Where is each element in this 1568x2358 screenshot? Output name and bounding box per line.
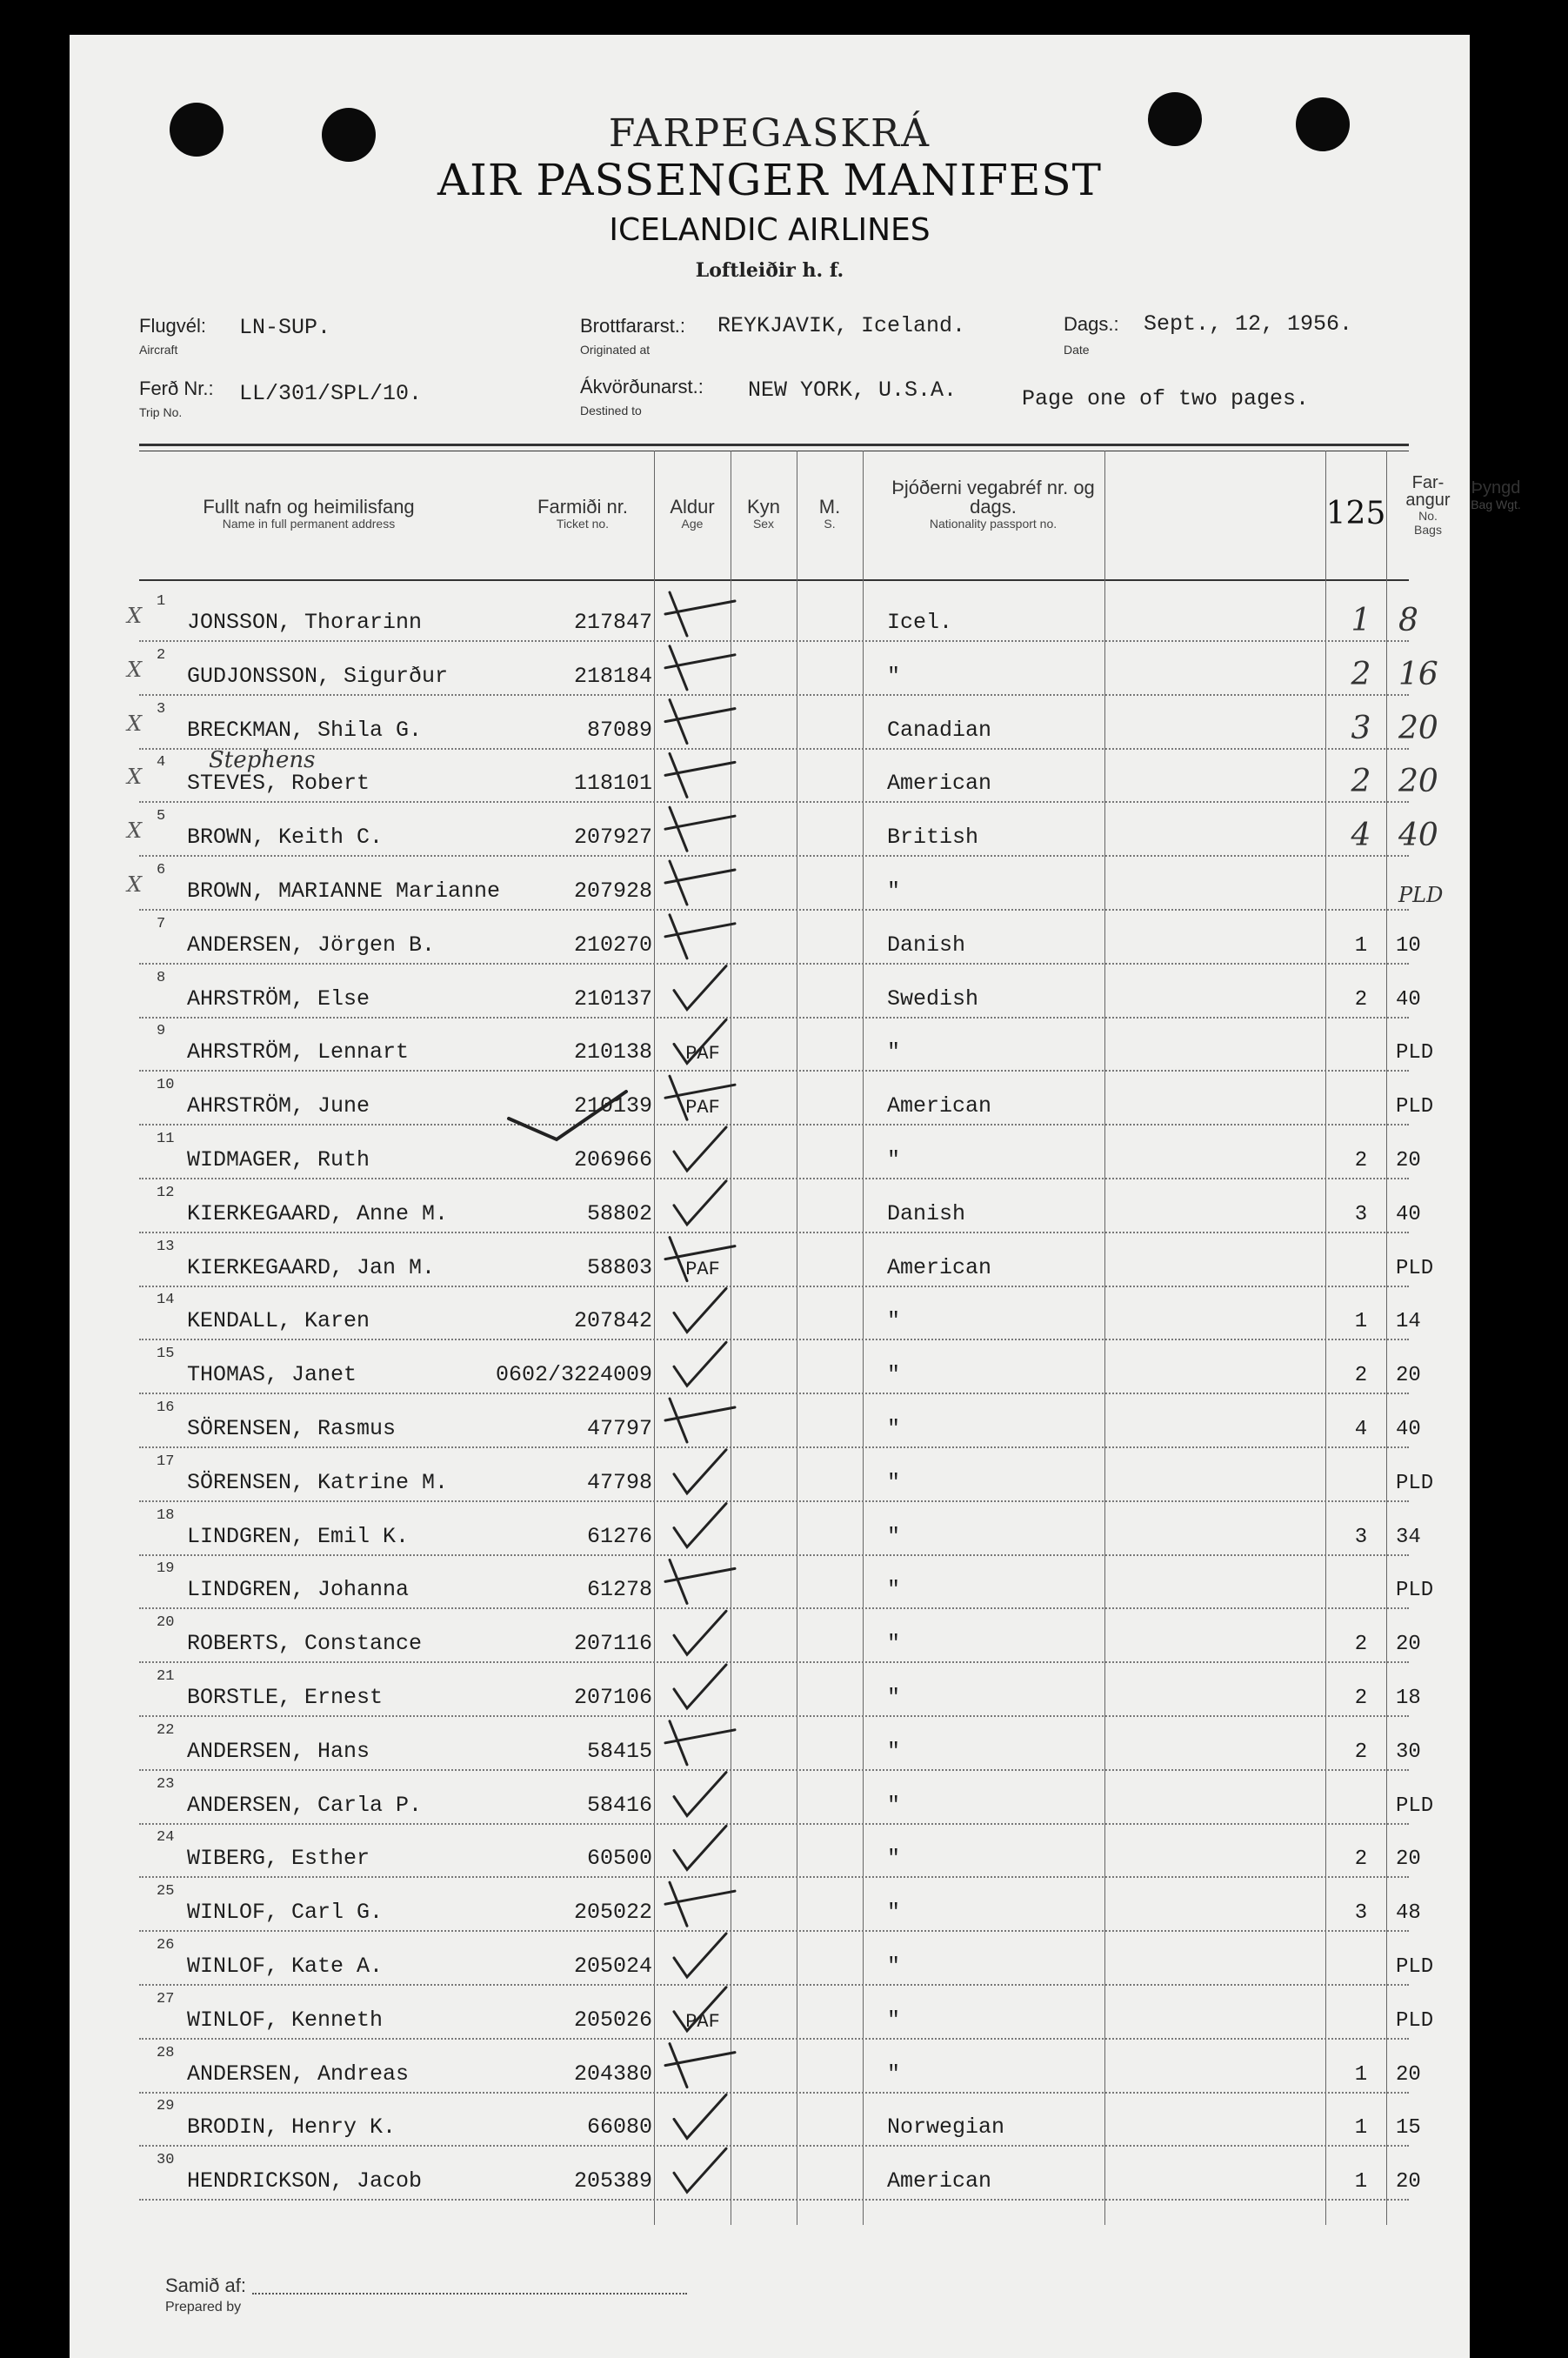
prepared-by-line xyxy=(252,2293,687,2295)
table-row xyxy=(127,803,1438,857)
aircraft-value: LN-SUP. xyxy=(239,315,331,340)
passenger-name: HENDRICKSON, Jacob xyxy=(187,2168,423,2194)
bag-weight: 18 xyxy=(1396,1687,1421,1710)
col-weight-sublabel: Bag Wgt. xyxy=(1471,498,1521,511)
passenger-name: BROWN, Keith C. xyxy=(187,825,384,851)
origin-value: REYKJAVIK, Iceland. xyxy=(717,313,966,338)
col-sex-label: Kyn xyxy=(747,496,780,518)
table-row xyxy=(127,747,1438,803)
row-number: 17 xyxy=(157,1453,175,1470)
ticket-number: 210270 xyxy=(573,932,652,958)
row-number: 18 xyxy=(157,1506,175,1524)
handwritten-correction: Stephens xyxy=(209,747,316,774)
date-sublabel: Date xyxy=(1064,343,1090,357)
title-icelandic: FARPEGASKRÁ xyxy=(608,111,931,156)
ticket-number: 205389 xyxy=(573,2168,652,2194)
age-value: PAF xyxy=(685,1258,720,1280)
row-number: 16 xyxy=(157,1399,175,1416)
table-row xyxy=(139,1824,1421,1878)
bags-count: 2 xyxy=(1354,1687,1368,1710)
bag-weight: PLD xyxy=(1396,1041,1434,1065)
bag-weight: PLD xyxy=(1396,1579,1434,1603)
col-sex-header xyxy=(731,498,797,531)
bags-count: 2 xyxy=(1351,764,1371,800)
col-ms-sublabel: S. xyxy=(824,517,836,531)
passenger-name: AHRSTRÖM, June xyxy=(187,1093,370,1119)
handwritten-count: 125 xyxy=(1325,496,1386,531)
col-ticket-sublabel: Ticket no. xyxy=(556,517,610,531)
col-ms-label: M. xyxy=(818,496,841,518)
ticket-number: 218184 xyxy=(573,663,652,689)
table-row xyxy=(139,1018,1434,1072)
passenger-name: WIDMAGER, Ruth xyxy=(187,1147,370,1172)
airline-name: ICELANDIC AIRLINES xyxy=(609,212,931,248)
age-value: PAF xyxy=(685,2010,720,2033)
table-row xyxy=(139,1986,1434,2040)
nationality-value: " xyxy=(887,1523,901,1549)
table-row xyxy=(139,2147,1421,2201)
passenger-name: SÖRENSEN, Katrine M. xyxy=(187,1469,449,1495)
ticket-number: 207928 xyxy=(573,878,652,904)
destination-label: Ákvörðunarst.: xyxy=(580,376,704,397)
nationality-value: Danish xyxy=(887,1200,966,1226)
ticket-number: 207927 xyxy=(573,825,652,851)
row-number: 30 xyxy=(157,2152,175,2169)
nationality-value: " xyxy=(887,663,901,689)
nationality-value: British xyxy=(887,825,979,851)
nationality-value: " xyxy=(887,1738,901,1764)
nationality-value: " xyxy=(887,1362,901,1388)
col-name-header xyxy=(148,498,470,531)
passenger-name: SÖRENSEN, Rasmus xyxy=(187,1416,397,1441)
aircraft-label: Flugvél: xyxy=(139,315,207,337)
passenger-name: WINLOF, Kenneth xyxy=(187,2007,384,2033)
passenger-name: BRECKMAN, Shila G. xyxy=(187,717,423,743)
passenger-name: WINLOF, Carl G. xyxy=(187,1900,384,1926)
bag-weight: 16 xyxy=(1398,656,1438,692)
ticket-number: 118101 xyxy=(573,771,652,797)
passenger-name: KENDALL, Karen xyxy=(187,1308,370,1334)
passenger-name: AHRSTRÖM, Else xyxy=(187,985,370,1012)
table-row xyxy=(139,1233,1434,1287)
nationality-value: " xyxy=(887,1416,901,1441)
bags-count: 2 xyxy=(1354,1633,1368,1657)
nationality-value: Norwegian xyxy=(887,2114,1005,2141)
nationality-value: " xyxy=(887,1954,901,1979)
ticket-number: 58416 xyxy=(586,1792,652,1818)
row-number: 3 xyxy=(157,700,166,718)
row-number: 29 xyxy=(157,2098,175,2115)
bag-weight: PLD xyxy=(1396,1095,1434,1119)
row-x-mark: X xyxy=(127,872,143,897)
ticket-number: 217847 xyxy=(573,610,652,635)
bags-count: 2 xyxy=(1354,1847,1368,1872)
table-row xyxy=(127,588,1418,642)
title-english: AIR PASSENGER MANIFEST xyxy=(437,155,1103,205)
bag-weight: PLD xyxy=(1396,1794,1434,1818)
passenger-name: ANDERSEN, Hans xyxy=(187,1738,370,1764)
col-sex-sublabel: Sex xyxy=(752,517,775,531)
row-number: 5 xyxy=(157,808,166,825)
table-row xyxy=(139,1555,1434,1609)
passenger-name: BORSTLE, Ernest xyxy=(187,1685,384,1710)
passenger-name: BRODIN, Henry K. xyxy=(187,2114,397,2141)
bag-weight: PLD xyxy=(1396,2008,1434,2033)
passenger-name: ANDERSEN, Carla P. xyxy=(187,1792,423,1818)
bags-count: 3 xyxy=(1351,710,1371,746)
table-row xyxy=(139,1663,1421,1717)
passenger-name: LINDGREN, Emil K. xyxy=(187,1523,410,1549)
table-row xyxy=(139,1771,1434,1825)
row-number: 26 xyxy=(157,1937,175,1954)
row-number: 21 xyxy=(157,1668,175,1685)
row-number: 10 xyxy=(157,1077,175,1094)
passenger-name: ANDERSEN, Andreas xyxy=(187,2061,410,2087)
col-weight-header xyxy=(1461,478,1531,511)
trip-label: Ferð Nr.: xyxy=(139,377,214,399)
nationality-value: Canadian xyxy=(887,717,992,743)
bags-count: 3 xyxy=(1354,1525,1368,1549)
col-age-label: Aldur xyxy=(670,496,715,518)
row-number: 22 xyxy=(157,1721,175,1739)
table-row xyxy=(139,1717,1421,1771)
row-number: 1 xyxy=(157,593,166,610)
bag-weight: 14 xyxy=(1396,1310,1421,1334)
row-number: 4 xyxy=(157,754,166,772)
nationality-value: " xyxy=(887,1039,901,1065)
passenger-name: THOMAS, Janet xyxy=(187,1362,357,1388)
ticket-number: 205024 xyxy=(573,1954,652,1979)
col-name-label: Fullt nafn og heimilisfang xyxy=(203,496,415,518)
bags-count: 2 xyxy=(1354,1364,1368,1388)
row-number: 27 xyxy=(157,1990,175,2007)
ticket-number: 61278 xyxy=(586,1577,652,1603)
nationality-value: " xyxy=(887,1308,901,1334)
airline-subtitle: Loftleiðir h. f. xyxy=(695,259,844,282)
origin-sublabel: Originated at xyxy=(580,343,651,357)
date-value: Sept., 12, 1956. xyxy=(1144,311,1353,337)
ticket-number: 0602/3224009 xyxy=(496,1362,653,1388)
table-row xyxy=(139,1609,1421,1663)
col-bags-sublabel: Bags xyxy=(1414,523,1442,537)
ticket-number: 206966 xyxy=(573,1147,652,1172)
bags-count: 4 xyxy=(1351,818,1371,854)
bag-weight: 40 xyxy=(1398,818,1438,854)
col-bags-no: No. xyxy=(1418,509,1438,523)
age-value: PAF xyxy=(685,1043,720,1065)
table-row xyxy=(139,1286,1421,1340)
table-row xyxy=(139,911,1421,965)
row-number: 11 xyxy=(157,1131,175,1147)
passenger-name: STEVES, Robert xyxy=(187,771,370,797)
ticket-number: 207116 xyxy=(573,1631,652,1657)
row-number: 8 xyxy=(157,969,166,986)
ticket-number: 66080 xyxy=(586,2114,652,2141)
row-number: 13 xyxy=(157,1238,175,1255)
table-row xyxy=(139,1448,1434,1502)
nationality-value: American xyxy=(887,1093,992,1119)
nationality-value: " xyxy=(887,2007,901,2033)
passenger-name: KIERKEGAARD, Anne M. xyxy=(187,1200,449,1226)
ticket-number: 205022 xyxy=(573,1900,652,1926)
passenger-name: WINLOF, Kate A. xyxy=(187,1954,384,1979)
bags-count: 1 xyxy=(1351,603,1371,638)
row-number: 28 xyxy=(157,2044,175,2061)
ticket-number: 58803 xyxy=(586,1254,652,1280)
bag-weight: PLD xyxy=(1396,1955,1434,1979)
row-x-mark: X xyxy=(127,657,143,682)
age-value: PAF xyxy=(685,1097,720,1119)
bags-count: 3 xyxy=(1354,1202,1368,1226)
row-number: 23 xyxy=(157,1775,175,1793)
table-row xyxy=(139,1932,1434,1986)
nationality-value: " xyxy=(887,1792,901,1818)
col-age-header xyxy=(654,498,731,531)
passenger-name: ANDERSEN, Jörgen B. xyxy=(187,932,436,958)
table-row xyxy=(127,642,1438,696)
row-number: 25 xyxy=(157,1883,175,1900)
passenger-name: ROBERTS, Constance xyxy=(187,1631,423,1657)
passenger-name: LINDGREN, Johanna xyxy=(187,1577,410,1603)
col-bags-label: Far- angur xyxy=(1405,473,1451,510)
nationality-value: " xyxy=(887,1900,901,1926)
prepared-by-sublabel: Prepared by xyxy=(165,2300,242,2315)
bag-weight: 20 xyxy=(1396,1847,1421,1872)
col-weight-label: Þyngd xyxy=(1471,478,1521,498)
destination-sublabel: Destined to xyxy=(580,404,642,417)
origin-label: Brottfararst.: xyxy=(580,315,686,337)
ticket-number: 47798 xyxy=(586,1469,652,1495)
manifest-page xyxy=(70,35,1521,2358)
table-row xyxy=(139,1072,1434,1126)
col-ticket-label: Farmiði nr. xyxy=(537,496,628,518)
ticket-number: 207106 xyxy=(573,1685,652,1710)
bag-weight: PLD xyxy=(1398,883,1444,907)
table-row xyxy=(139,1126,1421,1179)
ticket-number: 210137 xyxy=(573,985,652,1012)
table-row xyxy=(139,1394,1421,1448)
nationality-value: " xyxy=(887,1631,901,1657)
nationality-value: " xyxy=(887,2061,901,2087)
bag-weight: PLD xyxy=(1396,1471,1434,1495)
ticket-number: 207842 xyxy=(573,1308,652,1334)
trip-value: LL/301/SPL/10. xyxy=(239,381,423,406)
nationality-value: American xyxy=(887,771,992,797)
bag-weight: 8 xyxy=(1398,603,1418,638)
col-nationality-sublabel: Nationality passport no. xyxy=(929,517,1058,531)
nationality-value: Danish xyxy=(887,932,966,958)
bag-weight: 20 xyxy=(1396,1364,1421,1388)
nationality-value: American xyxy=(887,2168,992,2194)
date-label: Dags.: xyxy=(1064,313,1119,335)
bag-weight: 15 xyxy=(1396,2116,1421,2141)
ticket-number: 58802 xyxy=(586,1200,652,1226)
bag-weight: 40 xyxy=(1396,987,1421,1012)
row-number: 24 xyxy=(157,1829,175,1847)
nationality-value: " xyxy=(887,1685,901,1710)
table-row xyxy=(139,2093,1421,2147)
bag-weight: 20 xyxy=(1396,2062,1421,2087)
row-number: 19 xyxy=(157,1560,175,1578)
bags-count: 1 xyxy=(1354,2116,1368,2141)
nationality-value: Icel. xyxy=(887,610,953,635)
destination-value: NEW YORK, U.S.A. xyxy=(748,377,957,403)
bags-count: 1 xyxy=(1354,1310,1368,1334)
nationality-value: " xyxy=(887,1846,901,1872)
prepared-by-label: Samið af: xyxy=(165,2275,246,2296)
table-row xyxy=(139,1878,1421,1932)
row-number: 7 xyxy=(157,915,166,932)
table-row xyxy=(139,1179,1421,1233)
ticket-number: 87089 xyxy=(586,717,652,743)
ticket-number: 58415 xyxy=(586,1738,652,1764)
passenger-name: WIBERG, Esther xyxy=(187,1846,370,1872)
bags-count: 2 xyxy=(1351,656,1371,692)
ticket-number: 60500 xyxy=(586,1846,652,1872)
bag-weight: 48 xyxy=(1396,1901,1421,1926)
row-number: 9 xyxy=(157,1023,166,1040)
table-row xyxy=(139,1340,1421,1394)
bags-count: 2 xyxy=(1354,1149,1368,1172)
row-x-mark: X xyxy=(127,711,143,736)
passenger-name: KIERKEGAARD, Jan M. xyxy=(187,1254,436,1280)
bag-weight: 34 xyxy=(1396,1525,1421,1549)
trip-sublabel: Trip No. xyxy=(139,405,183,419)
passenger-name: AHRSTRÖM, Lennart xyxy=(187,1039,410,1065)
table-row xyxy=(127,857,1444,911)
row-number: 6 xyxy=(157,862,166,878)
ticket-number: 205026 xyxy=(573,2007,652,2033)
row-x-mark: X xyxy=(127,604,143,628)
bags-count: 3 xyxy=(1354,1901,1368,1926)
passenger-name: JONSSON, Thorarinn xyxy=(187,610,423,635)
nationality-value: " xyxy=(887,1147,901,1172)
nationality-value: " xyxy=(887,1469,901,1495)
bag-weight: 40 xyxy=(1396,1202,1421,1226)
bags-count: 1 xyxy=(1354,933,1368,958)
row-number: 2 xyxy=(157,646,166,664)
col-nationality-label: Þjóðerni vegabréf nr. og dags. xyxy=(891,477,1095,518)
passenger-name: BROWN, MARIANNE Marianne xyxy=(187,878,501,904)
row-number: 14 xyxy=(157,1292,175,1309)
ticket-number: 204380 xyxy=(573,2061,652,2087)
bag-weight: PLD xyxy=(1396,1256,1434,1280)
bags-count: 1 xyxy=(1354,2062,1368,2087)
table-row xyxy=(127,696,1438,750)
bag-weight: 20 xyxy=(1398,710,1438,746)
nationality-value: " xyxy=(887,1577,901,1603)
bags-count: 2 xyxy=(1354,1740,1368,1764)
row-number: 15 xyxy=(157,1346,175,1363)
col-name-sublabel: Name in full permanent address xyxy=(222,517,396,531)
ticket-number: 210138 xyxy=(573,1039,652,1065)
table-row xyxy=(139,2040,1421,2094)
bag-weight: 20 xyxy=(1396,2170,1421,2194)
nationality-value: Swedish xyxy=(887,985,979,1012)
ticket-number: 47797 xyxy=(586,1416,652,1441)
aircraft-sublabel: Aircraft xyxy=(139,343,178,357)
bag-weight: 30 xyxy=(1396,1740,1421,1764)
table-row xyxy=(139,965,1421,1019)
passenger-name: GUDJONSSON, Sigurður xyxy=(187,663,449,689)
row-number: 20 xyxy=(157,1614,175,1632)
bag-weight: 20 xyxy=(1396,1633,1421,1657)
bag-weight: 40 xyxy=(1396,1418,1421,1441)
col-age-sublabel: Age xyxy=(681,517,704,531)
header-rule xyxy=(139,444,1409,446)
page-note: Page one of two pages. xyxy=(1022,386,1310,411)
bags-count: 2 xyxy=(1354,987,1368,1012)
bags-count: 4 xyxy=(1354,1418,1368,1441)
nationality-value: " xyxy=(887,878,901,904)
row-number: 12 xyxy=(157,1184,175,1201)
col-ms-header xyxy=(797,498,863,531)
bags-count: 1 xyxy=(1354,2170,1368,2194)
bag-weight: 10 xyxy=(1396,933,1421,958)
col-nationality-header xyxy=(880,478,1106,531)
row-x-mark: X xyxy=(127,765,143,790)
nationality-value: American xyxy=(887,1254,992,1280)
ticket-number: 61276 xyxy=(586,1523,652,1549)
row-x-mark: X xyxy=(127,818,143,844)
bag-weight: 20 xyxy=(1398,764,1438,800)
bag-weight: 20 xyxy=(1396,1149,1421,1172)
column-header-rule xyxy=(139,579,1409,581)
ticket-number: 210139 xyxy=(573,1093,652,1119)
table-row xyxy=(139,1502,1421,1556)
col-bags-header xyxy=(1393,474,1463,537)
col-ticket-header xyxy=(513,498,652,531)
